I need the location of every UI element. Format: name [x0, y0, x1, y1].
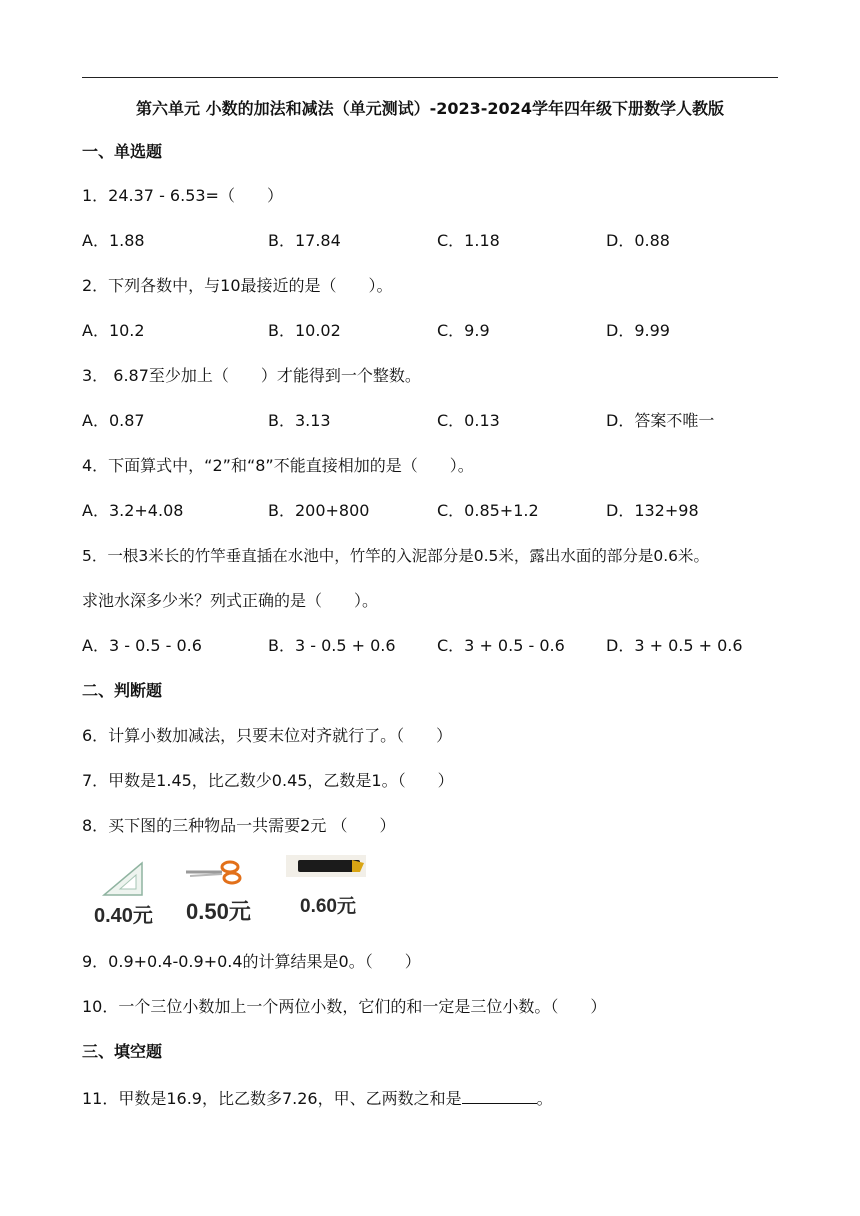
question-8: 8．买下图的三种物品一共需要2元 （ ）	[82, 816, 396, 835]
scissors-icon	[186, 862, 240, 883]
header-rule	[82, 77, 778, 78]
q5-option-d: D．3 + 0.5 + 0.6	[606, 636, 743, 655]
price-label-scissors: 0.50元	[186, 899, 251, 924]
q2-option-c: C．9.9	[437, 321, 490, 340]
price-label-knife: 0.60元	[300, 896, 356, 917]
q1-option-a: A．1.88	[82, 231, 145, 250]
q2-option-a: A．10.2	[82, 321, 145, 340]
q1-option-c: C．1.18	[437, 231, 500, 250]
question-11	[82, 1087, 553, 1109]
question-11-end: 。	[536, 1089, 553, 1108]
question-1: 1．24.37 - 6.53=（ ）	[82, 186, 283, 205]
section-heading-fill-blank: 三、填空题	[82, 1042, 163, 1061]
q1-option-d: D．0.88	[606, 231, 670, 250]
q5-option-b: B．3 - 0.5 + 0.6	[268, 636, 396, 655]
answer-blank[interactable]	[462, 1087, 537, 1104]
q3-option-c: C．0.13	[437, 411, 500, 430]
question-2: 2．下列各数中，与10最接近的是（ ）。	[82, 276, 393, 295]
q4-option-b: B．200+800	[268, 501, 370, 520]
q8-items-image	[90, 853, 380, 925]
q4-option-a: A．3.2+4.08	[82, 501, 184, 520]
section-heading-true-false: 二、判断题	[82, 681, 163, 700]
q5-option-c: C．3 + 0.5 - 0.6	[437, 636, 565, 655]
question-11-text: 11．甲数是16.9，比乙数多7.26，甲、乙两数之和是	[82, 1089, 462, 1108]
question-4: 4．下面算式中，“2”和“8”不能直接相加的是（ ）。	[82, 456, 474, 475]
triangle-ruler-icon	[104, 863, 142, 895]
q4-option-d: D．132+98	[606, 501, 699, 520]
question-6: 6．计算小数加减法，只要末位对齐就行了。（ ）	[82, 726, 453, 745]
price-label-ruler: 0.40元	[94, 905, 153, 927]
question-9: 9．0.9+0.4-0.9+0.4的计算结果是0。（ ）	[82, 952, 421, 971]
q3-option-a: A．0.87	[82, 411, 145, 430]
q1-option-b: B．17.84	[268, 231, 341, 250]
page-title: 第六单元 小数的加法和减法（单元测试）-2023-2024学年四年级下册数学人教版	[136, 99, 724, 118]
q3-option-d: D．答案不唯一	[606, 411, 715, 430]
q2-option-b: B．10.02	[268, 321, 341, 340]
section-heading-single-choice: 一、单选题	[82, 142, 163, 161]
q3-option-b: B．3.13	[268, 411, 331, 430]
q2-option-d: D．9.99	[606, 321, 670, 340]
question-10: 10．一个三位小数加上一个两位小数，它们的和一定是三位小数。（ ）	[82, 997, 607, 1016]
q4-option-c: C．0.85+1.2	[437, 501, 539, 520]
question-5-line-2: 求池水深多少米？列式正确的是（ ）。	[82, 591, 379, 610]
utility-knife-icon	[286, 855, 366, 877]
question-7: 7．甲数是1.45，比乙数少0.45，乙数是1。（ ）	[82, 771, 454, 790]
question-5-line-1: 5．一根3米长的竹竿垂直插在水池中，竹竿的入泥部分是0.5米，露出水面的部分是0.6米。	[82, 547, 710, 565]
q5-option-a: A．3 - 0.5 - 0.6	[82, 636, 202, 655]
question-3: 3． 6.87至少加上（ ）才能得到一个整数。	[82, 366, 421, 385]
